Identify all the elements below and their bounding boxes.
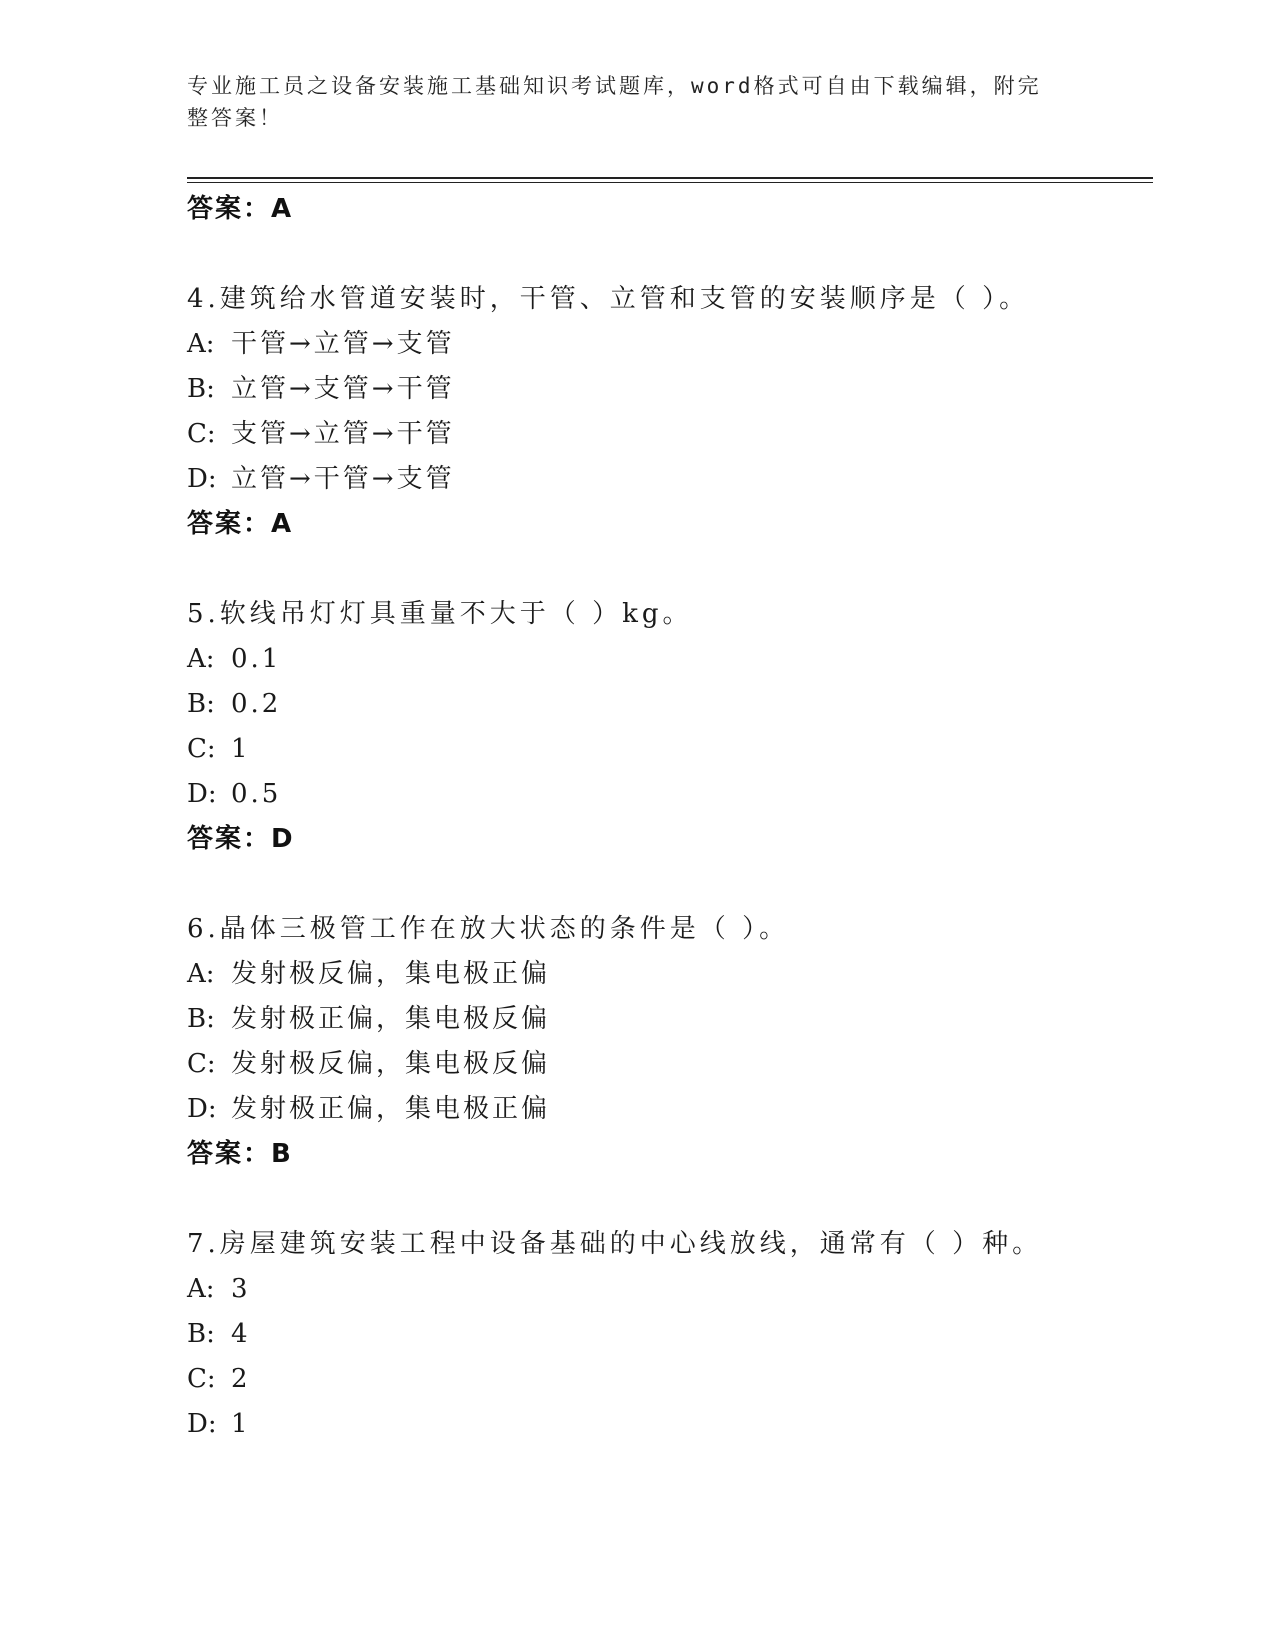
answer-q3: 答案：A: [187, 194, 294, 224]
option-text: 2: [231, 1364, 251, 1394]
option-text: 支管→立管→干管: [231, 419, 455, 449]
answer-q4: 答案：A: [187, 509, 294, 539]
option-text: 1: [231, 1409, 251, 1439]
option-text: 0.2: [231, 689, 282, 719]
question-4-option-a: [187, 327, 455, 361]
option-text: 干管→立管→支管: [231, 329, 455, 359]
question-4-option-c: [187, 417, 455, 451]
option-text: 4: [231, 1319, 251, 1349]
question-6-option-d: [187, 1092, 550, 1126]
question-5-option-c: [187, 732, 251, 766]
page-header: [187, 70, 1067, 134]
question-4-option-d: [187, 462, 455, 496]
option-letter: B:: [187, 1004, 215, 1034]
option-letter: D:: [187, 779, 217, 809]
option-letter: B:: [187, 374, 215, 404]
question-7-option-d: [187, 1407, 251, 1441]
header-divider-thin: [187, 182, 1153, 183]
option-text: 发射极正偏，集电极反偏: [231, 1004, 551, 1034]
header-line-1: 专业施工员之设备安装施工基础知识考试题库，word格式可自由下载编辑，附完: [187, 74, 1042, 98]
option-text: 发射极反偏，集电极反偏: [231, 1049, 551, 1079]
question-5-option-b: [187, 687, 281, 721]
option-text: 立管→干管→支管: [231, 464, 455, 494]
question-4-stem: 4.建筑给水管道安装时，干管、立管和支管的安装顺序是（ ）。: [187, 284, 1030, 314]
question-6-option-a: [187, 957, 550, 991]
option-letter: A:: [187, 644, 215, 674]
question-7-option-c: [187, 1362, 251, 1396]
option-letter: D:: [187, 1409, 217, 1439]
option-letter: A:: [187, 959, 215, 989]
option-text: 0.1: [231, 644, 282, 674]
question-7-option-a: [187, 1272, 251, 1306]
option-text: 立管→支管→干管: [231, 374, 455, 404]
option-text: 0.5: [231, 779, 282, 809]
option-letter: D:: [187, 464, 217, 494]
question-7-stem: 7.房屋建筑安装工程中设备基础的中心线放线，通常有（ ）种。: [187, 1229, 1043, 1259]
option-letter: C:: [187, 734, 216, 764]
question-5-option-d: [187, 777, 281, 811]
question-7-option-b: [187, 1317, 251, 1351]
option-letter: A:: [187, 1274, 215, 1304]
question-5-option-a: [187, 642, 281, 676]
option-text: 1: [231, 734, 251, 764]
option-letter: B:: [187, 1319, 215, 1349]
option-letter: C:: [187, 1364, 216, 1394]
question-6-option-c: [187, 1047, 550, 1081]
question-4-option-b: [187, 372, 455, 406]
question-6-stem: 6.晶体三极管工作在放大状态的条件是（ ）。: [187, 914, 790, 944]
answer-q5: 答案：D: [187, 824, 295, 854]
question-6-option-b: [187, 1002, 550, 1036]
option-letter: D:: [187, 1094, 217, 1124]
option-text: 3: [231, 1274, 251, 1304]
option-text: 发射极反偏，集电极正偏: [231, 959, 551, 989]
header-divider-thick: [187, 177, 1153, 179]
option-letter: B:: [187, 689, 215, 719]
option-letter: C:: [187, 419, 216, 449]
header-line-2: 整答案！: [187, 106, 283, 130]
option-text: 发射极正偏，集电极正偏: [231, 1094, 551, 1124]
question-5-stem: 5.软线吊灯灯具重量不大于（ ）kg。: [187, 599, 693, 629]
answer-q6: 答案：B: [187, 1139, 293, 1169]
option-letter: C:: [187, 1049, 216, 1079]
option-letter: A:: [187, 329, 215, 359]
